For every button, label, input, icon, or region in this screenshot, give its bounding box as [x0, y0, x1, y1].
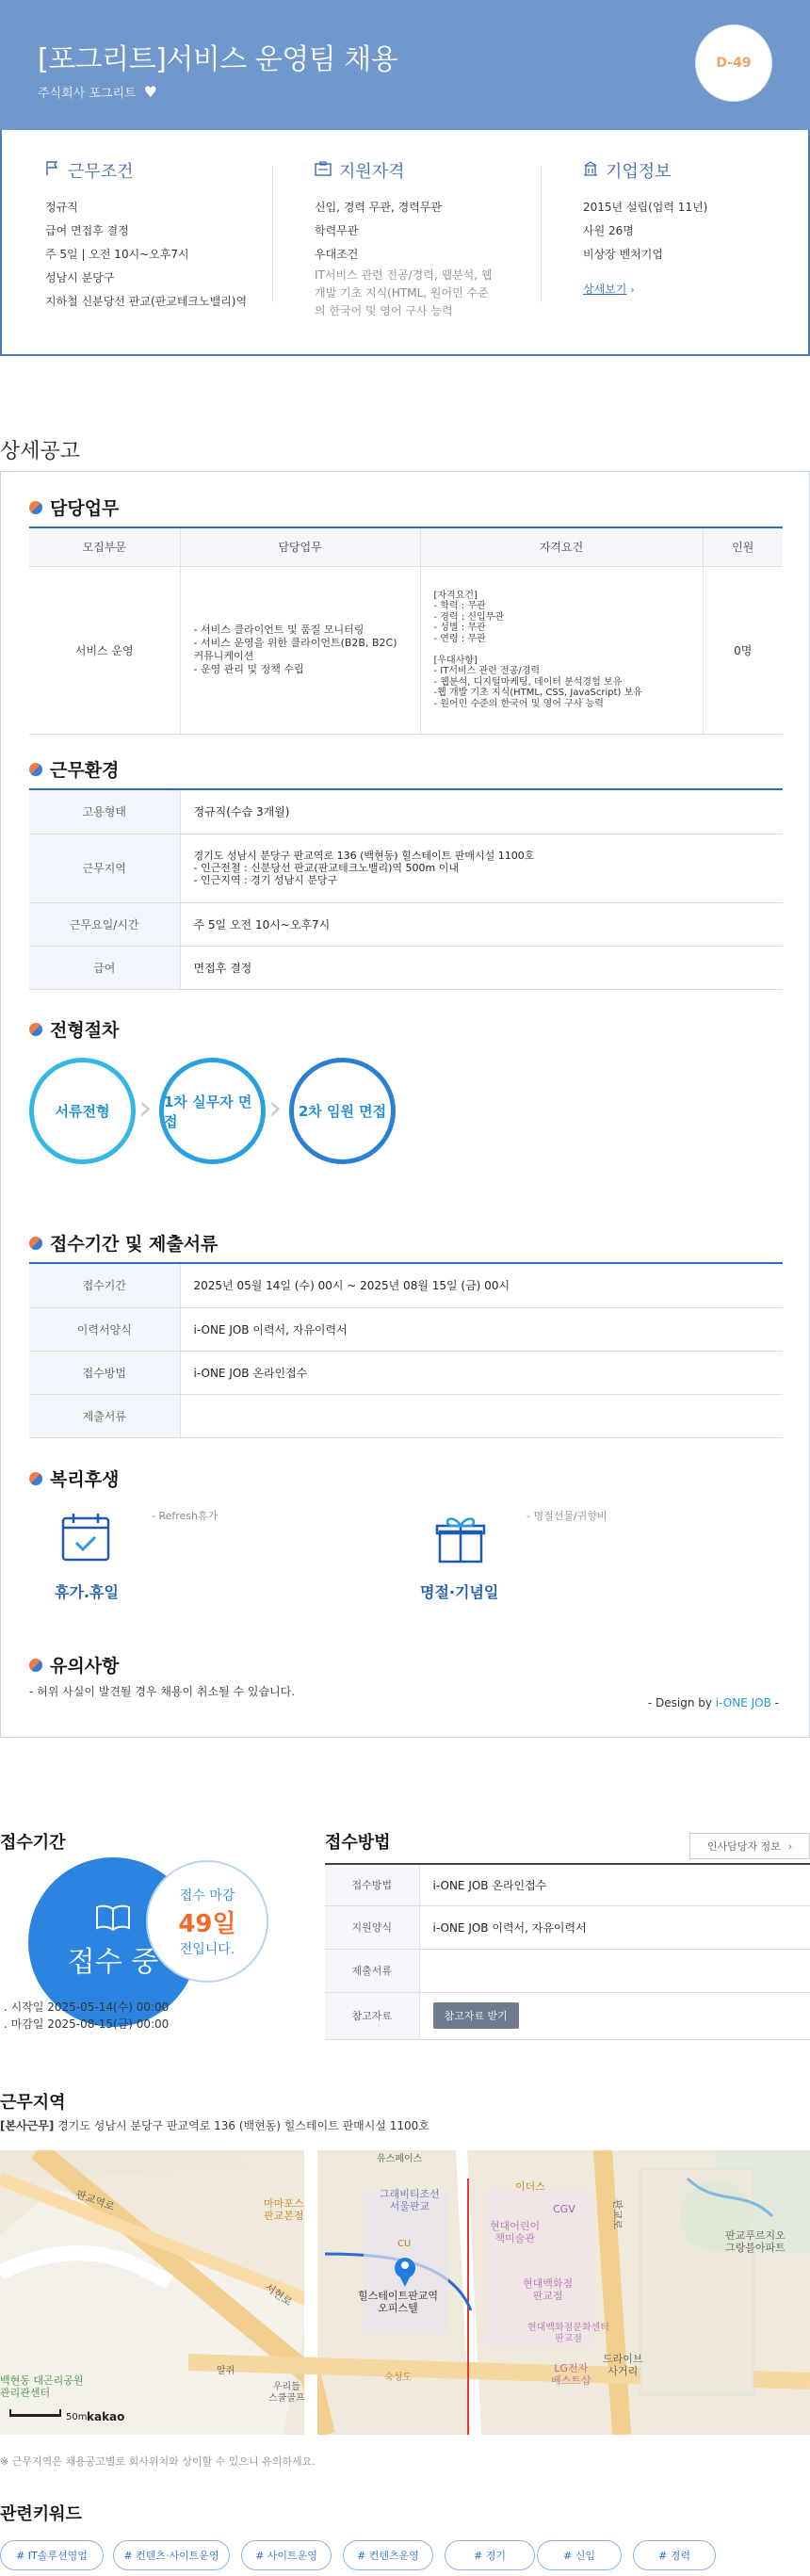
map-label: 유스페이스 [377, 2154, 423, 2164]
map-label: 알쥐 [217, 2366, 235, 2376]
condition-subway: 지하철 신분당선 판교(판교테크노밸리)역 [45, 295, 248, 308]
apply-start: . 시작일 2025-05-14(수) 00:00 [4, 2001, 170, 2014]
deadline-days: 49일 [178, 1909, 236, 1938]
environment-table [29, 790, 783, 990]
bullet-dot-icon [29, 1023, 42, 1036]
table-row: 지원양식 i-ONE JOB 이력서, 자유이력서 [325, 1905, 810, 1949]
table-header: 인원 [703, 528, 783, 566]
map-label: 마마포스 판교본점 [264, 2197, 304, 2222]
hr-contact-button[interactable]: 인사담당자 정보 › [689, 1833, 810, 1859]
company-detail-link[interactable]: 상세보기 [583, 283, 627, 296]
benefit-note: - 명절선물/귀향비 [526, 1510, 608, 1522]
divider [541, 166, 542, 302]
bullet: . [4, 2017, 11, 2031]
apply-end: . 마감일 2025-08-15(금) 00:00 [4, 2017, 170, 2031]
job-summary [0, 130, 810, 356]
apply-period-heading: 접수기간 [0, 1833, 66, 1853]
company-founded: 2015년 설립(업력 11년) [583, 201, 708, 214]
notice-heading: 유의사항 [29, 1652, 119, 1677]
table-row [29, 566, 783, 734]
table-header: 담당업무 [180, 528, 420, 566]
reference-download-button[interactable]: 참고자료 받기 [433, 2002, 519, 2029]
book-icon [95, 1904, 131, 1935]
duties-heading: 담당업무 [29, 494, 119, 520]
benefits-heading: 복리후생 [29, 1466, 119, 1491]
keyword-tag[interactable]: # 사이트운영 [241, 2540, 332, 2570]
table-row: 접수기간 2025년 05월 14일 (수) 00시 ~ 2025년 08월 15일 (금) 00시 [29, 1264, 783, 1307]
table-header: 자격요건 [420, 528, 703, 566]
condition-hours: 주 5일 | 오전 10시~오후7시 [45, 248, 189, 261]
qual-career: 신입, 경력 무관, 경력무관 [315, 201, 442, 214]
table-row: 접수방법 i-ONE JOB 온라인접수 [325, 1864, 810, 1905]
table-header: 모집부문 [29, 528, 180, 566]
bullet: . [4, 2001, 11, 2014]
map-label: 현대백화점 판교점 [523, 2277, 574, 2302]
table-row: 이력서양식 i-ONE JOB 이력서, 자유이력서 [29, 1307, 783, 1351]
submission-table [29, 1264, 783, 1438]
environment-heading: 근무환경 [29, 756, 119, 782]
benefit-note: - Refresh휴가 [152, 1510, 219, 1522]
condition-salary: 급여 면접후 결정 [45, 224, 129, 237]
summary-conditions [45, 158, 281, 314]
map-label: CGV [553, 2203, 575, 2215]
table-row: 접수방법 i-ONE JOB 온라인접수 [29, 1351, 783, 1394]
table-row: 고용형태 정규직(수습 3개월) [29, 790, 783, 834]
flag-icon [45, 161, 60, 181]
building-icon [583, 161, 598, 181]
chevron-right-icon: › [630, 284, 635, 296]
keywords-heading: 관련키워드 [0, 2504, 82, 2524]
job-title: [포그리트]서비스 운영팀 채용 [38, 43, 398, 76]
qual-preferred-label: 우대조건 [315, 248, 359, 261]
map-label: 서현로 [262, 2280, 295, 2309]
process-step-1: 서류전형 [29, 1058, 136, 1164]
map-label: LG전자 베스트샵 [551, 2362, 591, 2387]
deadline-circle [146, 1860, 268, 1983]
deadline-label: 접수 마감 [179, 1887, 235, 1904]
process-step-3: 2차 임원 면접 [289, 1058, 396, 1164]
company-employees: 사원 26명 [583, 224, 634, 237]
map-label: 현대어린이 책미술관 [490, 2220, 541, 2244]
calendar-check-icon [59, 1511, 112, 1567]
location-map[interactable] [0, 2150, 810, 2435]
headcount-cell: 0명 [703, 566, 783, 734]
map-label: 판교푸르지오 그랑블아파트 [725, 2229, 786, 2254]
company-heading: 기업정보 [583, 158, 810, 183]
deadline-suffix: 전입니다. [179, 1941, 235, 1957]
company-type: 비상장 벤처기업 [583, 248, 663, 261]
chevron-right-icon: › [787, 1839, 793, 1853]
keyword-tag[interactable]: # IT솔루션영업 [0, 2540, 104, 2570]
heart-icon[interactable]: ♥ [143, 83, 157, 101]
map-label: 우리들 스쿨골프 [268, 2382, 305, 2404]
bullet-dot-icon [29, 1472, 42, 1485]
company-name[interactable]: 주식회사 포그리트 [38, 87, 137, 101]
submission-heading: 접수기간 및 제출서류 [29, 1230, 218, 1256]
keyword-tag[interactable]: # 컨텐츠운영 [343, 2540, 433, 2570]
map-label: 드라이브 사거리 [603, 2353, 643, 2377]
table-header-row [29, 528, 783, 566]
chevron-right-icon: › [138, 1089, 153, 1127]
map-pin-label: 힐스테이트판교역 오피스텔 [358, 2290, 439, 2314]
qual-preferred-text: IT서비스 관련 전공/경력, 웹분석, 웹 개발 기초 지식(HTML, 원어민 수준의 한국어 및 영어 구사 능력 [315, 268, 493, 317]
kakao-logo: kakao [87, 2410, 125, 2423]
keyword-tag[interactable]: # 컨텐츠·사이트운영 [113, 2540, 230, 2570]
conditions-heading: 근무조건 [45, 158, 281, 183]
dept-cell: 서비스 운영 [29, 566, 180, 734]
map-label: 판교로 [610, 2199, 624, 2229]
tasks-cell: - 서비스 클라이언트 및 품질 모니터링 - 서비스 운영을 위한 클라이언트(B2B, B2C)커뮤니케이션 - 운영 관리 및 정책 수립 [180, 566, 420, 734]
job-header [0, 0, 810, 130]
chevron-right-icon: › [268, 1089, 283, 1127]
summary-qualifications [315, 158, 550, 320]
keyword-tag[interactable]: # 경력 [633, 2540, 716, 2570]
process-step-2: 1차 실무자 면접 [159, 1058, 266, 1164]
qualifications-cell: [자격요건] - 학력 : 무관 - 경력 : 신입무관 - 성별 : 무관 - 연령 : 무관 [우대사항] - IT서비스 관련 전공/경력 - 웹분석, 디지털마케팅, 데이터 분석경험 보유 -웹 개발 기초 지식(HTML, CSS, JavaScript) 보유 - 원어민 수준의 한국어 및 영어 구사 능력 [420, 566, 703, 734]
map-label: 현대백화점문화센터 판교점 [527, 2323, 609, 2344]
location-address: [본사근무] 경기도 성남시 분당구 판교역로 136 (백현동) 힐스테이트 판매시설 1100호 [0, 2119, 429, 2132]
notice-text: - 허위 사실이 발견될 경우 채용이 취소될 수 있습니다. [29, 1685, 296, 1698]
bullet-dot-icon [29, 763, 42, 776]
table-row: 제출서류 [29, 1394, 783, 1437]
map-label: 이더스 [515, 2180, 545, 2193]
dday-badge: D-49 [695, 24, 772, 102]
benefit-label: 휴가.휴일 [55, 1583, 119, 1601]
condition-location: 성남시 분당구 [45, 271, 115, 284]
table-row: 급여 면접후 결정 [29, 946, 783, 989]
qual-education: 학력무관 [315, 224, 359, 237]
apply-method-table [325, 1863, 810, 2040]
keyword-tag[interactable]: # 신입 [537, 2540, 622, 2570]
qualifications-heading: 지원자격 [315, 158, 550, 183]
table-row: 근무요일/시간 주 5일 오전 10시~오후7시 [29, 902, 783, 946]
map-label: CU [397, 2239, 412, 2249]
condition-employment: 정규직 [45, 201, 78, 214]
detail-content [0, 471, 810, 1738]
bullet-dot-icon [29, 1659, 42, 1672]
divider [272, 166, 273, 302]
table-row: 제출서류 [325, 1949, 810, 1992]
detail-heading: 상세공고 [0, 440, 81, 463]
location-heading: 근무지역 [0, 2093, 66, 2113]
bullet-dot-icon [29, 1237, 42, 1250]
benefit-label: 명절·기념일 [420, 1583, 499, 1601]
gift-icon [434, 1511, 487, 1567]
id-card-icon [315, 161, 332, 181]
process-heading: 전형절차 [29, 1016, 119, 1042]
table-row: 근무지역 경기도 성남시 분당구 판교역로 136 (백현동) 힐스테이트 판매시설 1100호 - 인근전철 : 신분당선 판교(판교테크노밸리)역 500m 이내 - 인근지역 : 경기 성남시 분당구 [29, 834, 783, 902]
map-label: 백현동 대곤리공원 관리관센터 [0, 2374, 84, 2399]
map-label: 숙성도 [384, 2373, 412, 2383]
bullet-dot-icon [29, 501, 42, 514]
summary-company [583, 158, 810, 301]
company-name-row [38, 83, 157, 101]
apply-method-heading: 접수방법 [325, 1833, 391, 1853]
table-row: 참고자료 참고자료 받기 [325, 1992, 810, 2039]
map-label: 판교역로 [73, 2188, 117, 2213]
duties-table [29, 528, 783, 735]
map-scale: 50m [66, 2412, 88, 2422]
keyword-tag[interactable]: # 경기 [445, 2540, 535, 2570]
location-note: ※ 근무지역은 채용공고별로 회사위치와 상이할 수 있으니 유의하세요. [0, 2455, 316, 2468]
design-credit: - Design by i-ONE JOB - [647, 1696, 779, 1709]
map-label: 그래비티조선 서울판교 [380, 2188, 440, 2212]
apply-status: 접수 중 [67, 1946, 159, 1979]
